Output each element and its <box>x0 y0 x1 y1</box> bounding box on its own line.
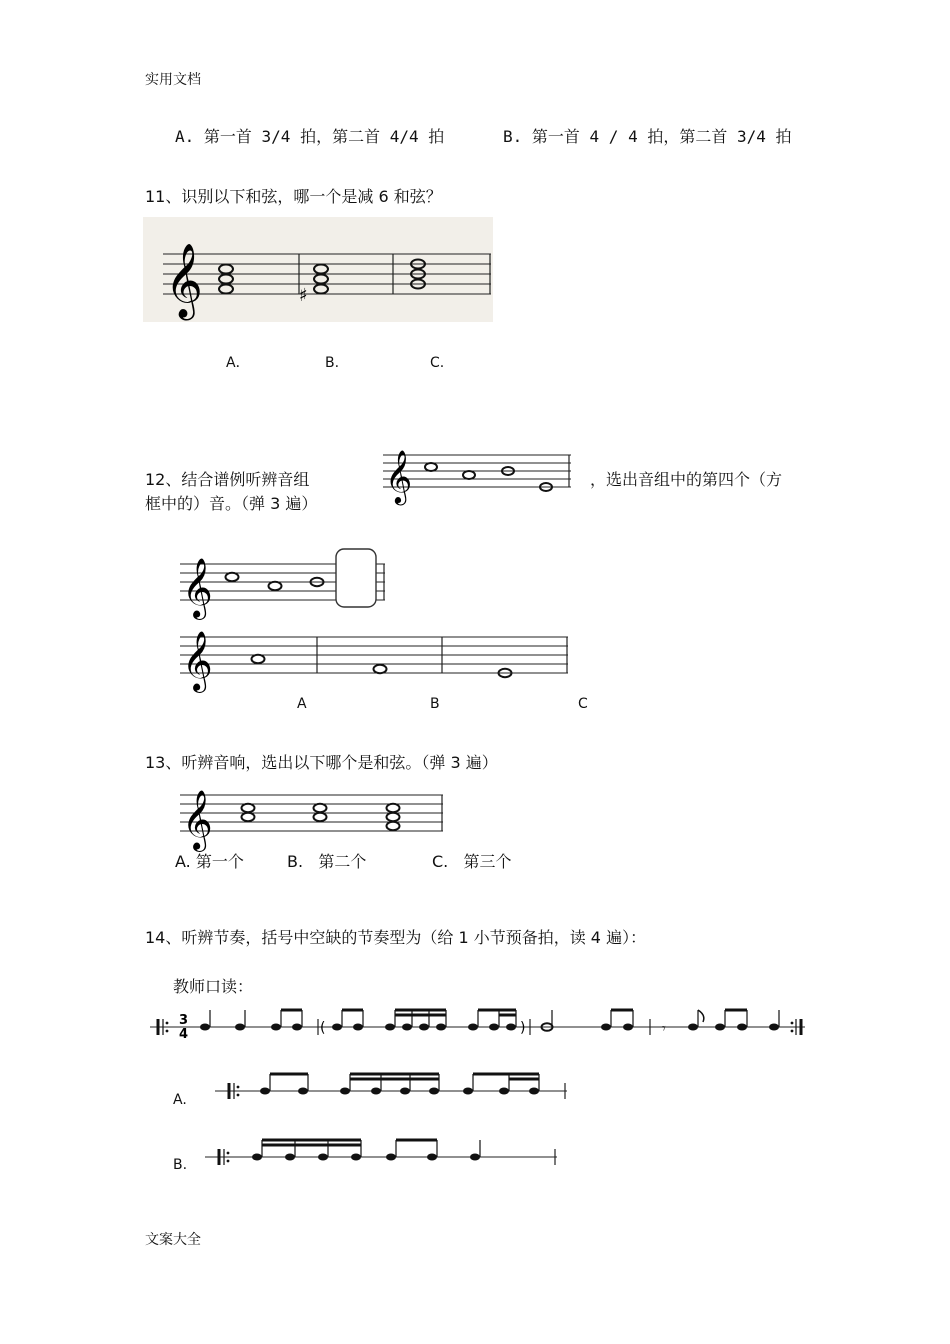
q12-options-staff <box>180 618 580 691</box>
svg-text:𝄾: 𝄾 <box>662 1021 666 1037</box>
svg-text:(: ( <box>320 1020 326 1036</box>
q12-inline-staff <box>383 440 578 503</box>
q14-option-a-rhythm <box>215 1071 575 1111</box>
treble-clef-icon: 𝄞 <box>165 244 203 318</box>
q12-label-c: C <box>578 696 588 712</box>
q12-question-part1: 12、结合谱例听辨音组 <box>145 470 310 489</box>
q11-question: 11、识别以下和弦，哪一个是减 6 和弦？ <box>145 187 442 206</box>
treble-clef-icon: 𝄞 <box>182 558 213 618</box>
q12-question-part2: ，选出音组中的第四个（方 <box>590 470 783 489</box>
q12-question-line2: 框中的）音。（弹 3 遍） <box>145 494 318 513</box>
q10-option-b: B. 第一首 4 / 4 拍，第二首 3/4 拍 <box>503 127 792 146</box>
page-header: 实用文档 <box>145 72 201 88</box>
treble-clef-icon: 𝄞 <box>182 790 213 850</box>
q14-label-a: A. <box>173 1092 187 1108</box>
q13-option-c: C. 第三个 <box>432 852 512 871</box>
treble-clef-icon: 𝄞 <box>385 449 413 503</box>
q12-example-staff <box>180 545 400 618</box>
treble-clef-icon: 𝄞 <box>182 631 213 691</box>
answer-box <box>336 549 376 607</box>
q11-chord-staff <box>143 217 493 322</box>
svg-text:♯: ♯ <box>299 285 308 306</box>
time-signature-top: 3 <box>179 1013 189 1028</box>
q14-label-b: B. <box>173 1157 188 1173</box>
q14-option-b-rhythm <box>205 1137 565 1177</box>
q13-option-b: B. 第二个 <box>287 852 367 871</box>
q13-question: 13、听辨音响，选出以下哪个是和弦。（弹 3 遍） <box>145 753 498 772</box>
q10-option-a: A. 第一首 3/4 拍，第二首 4/4 拍 <box>175 127 445 146</box>
q14-teacher-rhythm <box>150 1005 810 1055</box>
q12-label-b: B <box>430 696 440 712</box>
q14-teacher-label: 教师口读： <box>173 977 254 996</box>
q11-label-c: C. <box>430 355 445 371</box>
q12-label-a: A <box>297 696 307 712</box>
q13-staff <box>180 777 450 850</box>
time-signature-bottom: 4 <box>179 1027 189 1042</box>
q13-option-a: A. 第一个 <box>175 852 244 871</box>
page-footer: 文案大全 <box>145 1232 201 1248</box>
q11-label-a: A． <box>226 355 250 371</box>
q14-question: 14、听辨节奏，括号中空缺的节奏型为（给 1 小节预备拍，读 4 遍）： <box>145 928 647 947</box>
svg-text:): ) <box>520 1020 526 1036</box>
q11-label-b: B. <box>325 355 340 371</box>
